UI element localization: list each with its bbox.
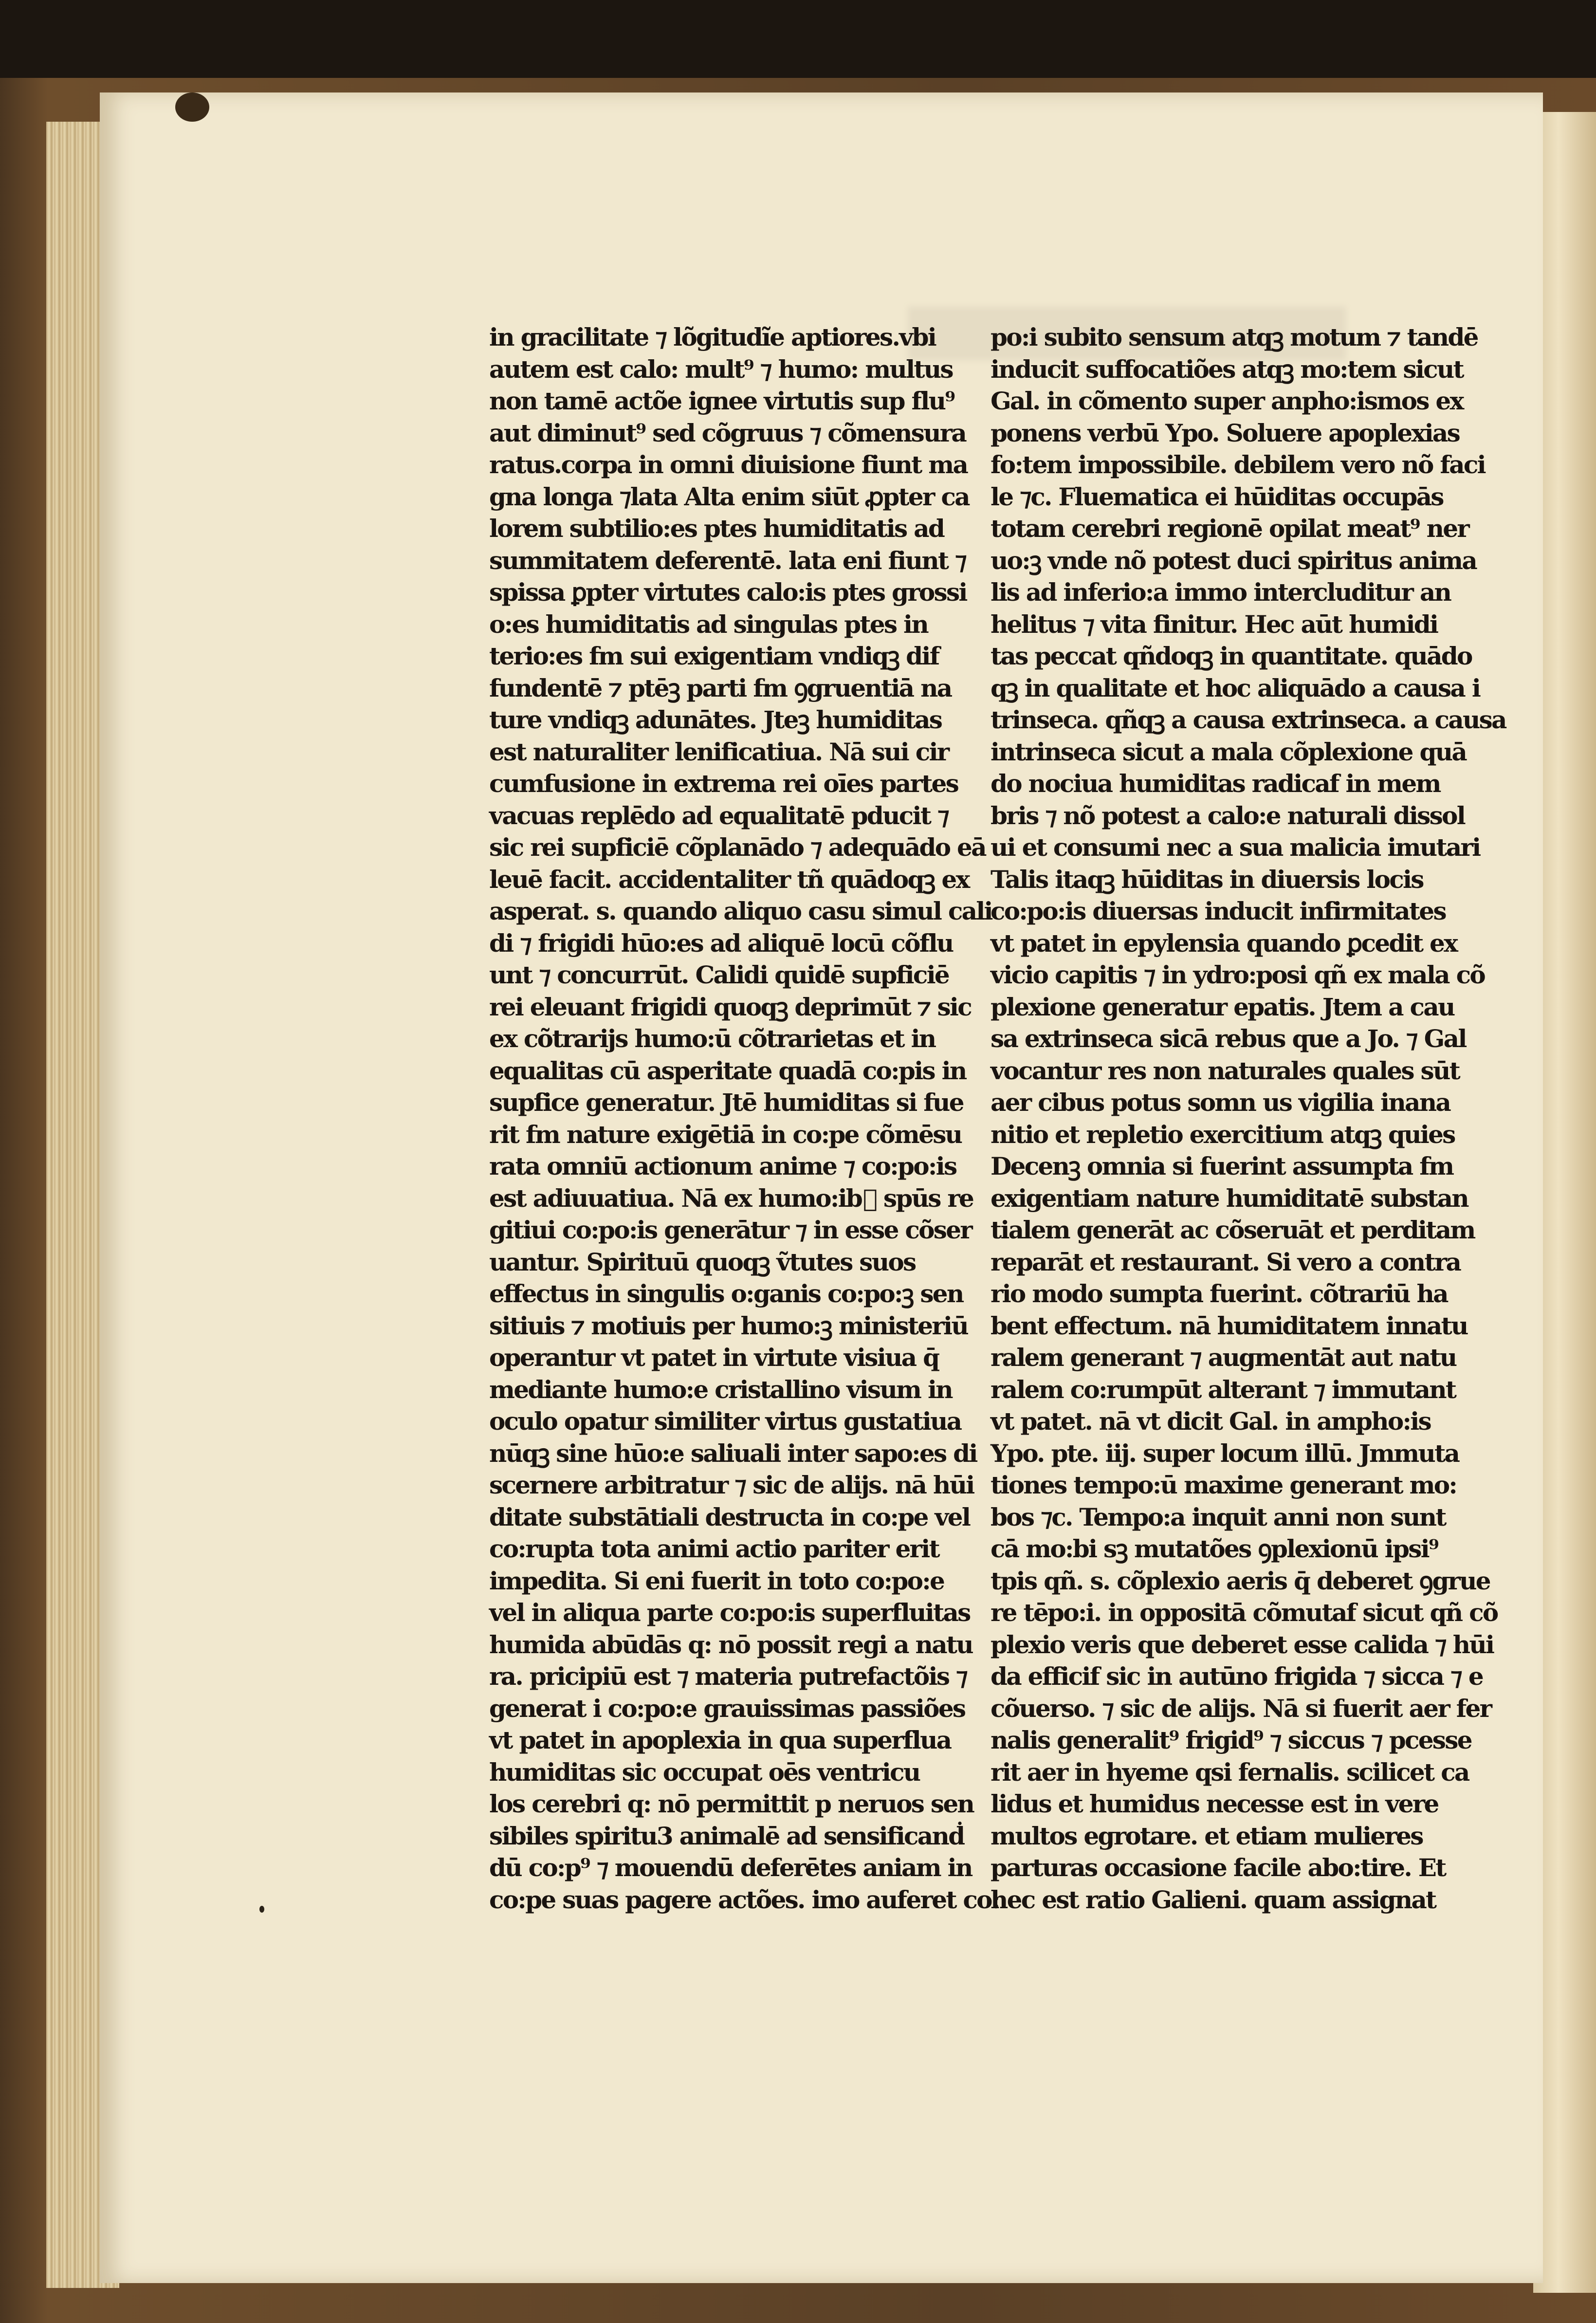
text-line: ratus.corpa in omni diuisione fiunt ma [489,450,968,479]
text-line: hec est ratio Galieni. quam assignat [991,1885,1436,1914]
text-line: tialem generāt ac cõseruāt et perditam [991,1216,1475,1244]
text-line: autem est calo: mult⁹ ⁊ humo: multus [489,354,953,384]
text-line: vt patet. nā vt dicit Gal. in ampho:is [991,1407,1431,1436]
text-line: humida abūdās q: nō possit regi a natu [489,1630,972,1659]
text-line: rit aer in hyeme qsi fernalis. scilicet ca [991,1757,1469,1787]
text-line: vicio capitis ⁊ in ydro:posi qñ ex mala cõ [991,960,1485,989]
text-line: uantur. Spirituū quoqꝫ ṽtutes suos [489,1247,916,1276]
text-line: fo:tem impossibile. debilem vero nõ faci [991,450,1485,479]
text-line: generat i co:po:e grauissimas passiões [489,1694,965,1723]
text-line: sitiuis ⁊ motiuis per humo:ꝫ ministeriū [489,1311,968,1340]
text-line: totam cerebri regionē opilat meat⁹ ner [991,514,1469,543]
text-line: asperat. s. quando aliquo casu simul cali [489,897,992,925]
text-line: equalitas cū asperitate quadā co:pis in [489,1056,966,1085]
text-line: rit fm nature exigētiā in co:pe cõmēsu [489,1120,962,1149]
text-line: effectus in singulis o:ganis co:po:ꝫ sen [489,1279,963,1308]
text-line: fundentē ⁊ ptēꝫ parti fm ꝯgruentiā na [489,673,952,702]
text-line: da efficif sic in autūno frigida ⁊ sicca ⁊ e [991,1662,1483,1691]
text-line: lis ad inferio:a immo intercluditur an [991,578,1451,607]
text-line: multos egrotare. et etiam mulieres [991,1821,1423,1850]
text-line: oculo opatur similiter virtus gustatiua [489,1407,961,1436]
text-line: bent effectum. nā humiditatem innatu [991,1311,1468,1340]
text-line: terio:es fm sui exigentiam vndiqꝫ dif [489,642,939,670]
text-line: di ⁊ frigidi hūo:es ad aliquē locū cõflu [489,928,953,958]
text-line: co:po:is diuersas inducit infirmitates [991,897,1446,925]
text-line: gitiui co:po:is generātur ⁊ in esse cõser [489,1216,972,1244]
text-line: in gracilitate ⁊ lõgitudĩe aptiores.vbi [489,323,936,351]
text-line: ex cõtrarijs humo:ū cõtrarietas et in [489,1024,936,1053]
text-line: bos ⁊c. Tempo:a inquit anni non sunt [991,1502,1446,1531]
text-line: ralem co:rumpūt alterant ⁊ immutant [991,1375,1456,1404]
text-line: parturas occasione facile abo:tire. Et [991,1853,1446,1882]
text-line: Decenꝫ omnia si fuerint assumpta fm [991,1152,1453,1180]
text-line: ralem generant ⁊ augmentāt aut natu [991,1343,1456,1372]
text-line: tiones tempo:ū maxime generant mo: [991,1471,1457,1499]
text-line: Talis itaqꝫ hūiditas in diuersis locis [991,865,1423,894]
right-text-column [991,321,1506,1916]
text-line: ui et consumi nec a sua malicia imutari [991,833,1480,862]
text-line: nalis generalit⁹ frigid⁹ ⁊ siccus ⁊ pcesse [991,1726,1471,1754]
text-line: inducit suffocatiões atqꝫ mo:tem sicut [991,354,1463,384]
text-line: le ⁊c. Fluematica ei hūiditas occupās [991,482,1443,511]
text-line: summitatem deferentē. lata eni fiunt ⁊ [489,546,966,575]
text-line: rio modo sumpta fuerint. cõtrariū ha [991,1279,1448,1308]
text-line: supfice generatur. Jtē humiditas si fue [489,1088,963,1117]
text-line: tpis qñ. s. cõplexio aeris q̄ deberet ꝯgrue [991,1566,1490,1595]
text-line: sa extrinseca sicā rebus que a Jo. ⁊ Gal [991,1024,1466,1053]
text-line: dū co:p⁹ ⁊ mouendū deferētes aniam in [489,1853,972,1882]
text-line: exigentiam nature humiditatē substan [991,1183,1468,1213]
text-line: lorem subtilio:es ptes humiditatis ad [489,514,944,543]
text-line: cā mo:bi sꝫ mutatões ꝯplexionū ipsi⁹ [991,1534,1438,1563]
text-line: po:i subito sensum atqꝫ motum ⁊ tandē [991,323,1478,351]
text-line: cõuerso. ⁊ sic de alijs. Nā si fuerit aer fer [991,1694,1491,1723]
text-line: gna longa ⁊lata Alta enim siūt ꝓpter ca [489,482,969,511]
text-line: ditate substātiali destructa in co:pe vel [489,1502,970,1531]
text-line: humiditas sic occupat oēs ventricu [489,1757,920,1787]
text-line: leuē facit. accidentaliter tñ quādoqꝫ ex [489,865,969,894]
text-line: est adiuuatiua. Nā ex humo:ib᷒ spūs re [489,1183,973,1213]
text-line: bris ⁊ nõ potest a calo:e naturali dissol [991,801,1465,830]
text-line: re tēpo:i. in oppositā cõmutaf sicut qñ cõ [991,1598,1498,1627]
text-line: Ypo. pte. iij. super locum illū. Jmmuta [991,1438,1459,1468]
text-line: aut diminut⁹ sed cõgruus ⁊ cõmensura [489,418,966,447]
text-line: plexio veris que deberet esse calida ⁊ hūi [991,1630,1494,1659]
text-line: tas peccat qñdoqꝫ in quantitate. quādo [991,642,1472,670]
text-line: intrinseca sicut a mala cõplexione quā [991,737,1467,766]
text-line: vt patet in epylensia quando ꝑcedit ex [991,928,1457,958]
text-line: o:es humiditatis ad singulas ptes in [489,609,928,639]
text-line: trinseca. qñqꝫ a causa extrinseca. a causa [991,705,1506,734]
text-line: plexione generatur epatis. Jtem a cau [991,992,1454,1021]
text-line: ra. pricipiū est ⁊ materia putrefactõis ⁊ [489,1662,967,1691]
text-line: ture vndiqꝫ adunātes. Jteꝫ humiditas [489,705,942,734]
text-line: scernere arbitratur ⁊ sic de alijs. nā hūi [489,1471,974,1499]
corner-hole [175,92,209,122]
text-line: operantur vt patet in virtute visiua q̄ [489,1343,939,1372]
text-line: uo:ꝫ vnde nõ potest duci spiritus anima [991,546,1477,575]
text-line: non tamē actõe ignee virtutis sup flu⁹ [489,387,954,415]
text-line: cumfusione in extrema rei oīes partes [489,769,958,798]
text-line: vocantur res non naturales quales sūt [991,1056,1460,1085]
text-line: vacuas replēdo ad equalitatē pducit ⁊ [489,801,949,830]
text-line: spissa ꝑpter virtutes calo:is ptes grossi [489,578,967,607]
text-line: sic rei supficiē cõplanādo ⁊ adequādo eā [489,833,986,862]
text-line: co:rupta tota animi actio pariter erit [489,1534,939,1563]
left-text-column [489,321,999,1916]
text-line: co:pe suas pagere actões. imo auferet co: [489,1885,999,1914]
text-line: lidus et humidus necesse est in vere [991,1789,1438,1818]
text-line: reparāt et restaurant. Si vero a contra [991,1247,1461,1276]
text-line: impedita. Si eni fuerit in toto co:po:e [489,1566,944,1595]
text-line: mediante humo:e cristallino visum in [489,1375,952,1404]
text-line: nitio et repletio exercitium atqꝫ quies [991,1120,1455,1149]
text-line: aer cibus potus somn us vigilia inana [991,1088,1450,1117]
text-line: est naturaliter lenificatiua. Nā sui cir [489,737,949,766]
text-line: ponens verbū Ypo. Soluere apoplexias [991,418,1460,447]
ink-spot [259,1906,264,1913]
text-line: Gal. in cõmento super anpho:ismos ex [991,387,1463,415]
text-line: rei eleuant frigidi quoqꝫ deprimūt ⁊ sic [489,992,971,1021]
text-line: vt patet in apoplexia in qua superflua [489,1726,951,1754]
text-line: rata omniū actionum anime ⁊ co:po:is [489,1152,956,1180]
text-line: helitus ⁊ vita finitur. Hec aūt humidi [991,609,1438,639]
text-line: sibiles spiritu3 animalē ad sensificanḋ [489,1821,964,1850]
text-line: unt ⁊ concurrūt. Calidi quidē supficiē [489,960,949,989]
text-line: nūqꝫ sine hūo:e saliuali inter sapo:es di [489,1438,977,1468]
text-line: vel in aliqua parte co:po:is superfluitas [489,1598,970,1627]
text-line: do nociua humiditas radicaf in mem [991,769,1440,798]
text-line: qꝫ in qualitate et hoc aliquādo a causa i [991,673,1480,702]
text-line: los cerebri q: nō permittit p neruos sen [489,1789,974,1818]
